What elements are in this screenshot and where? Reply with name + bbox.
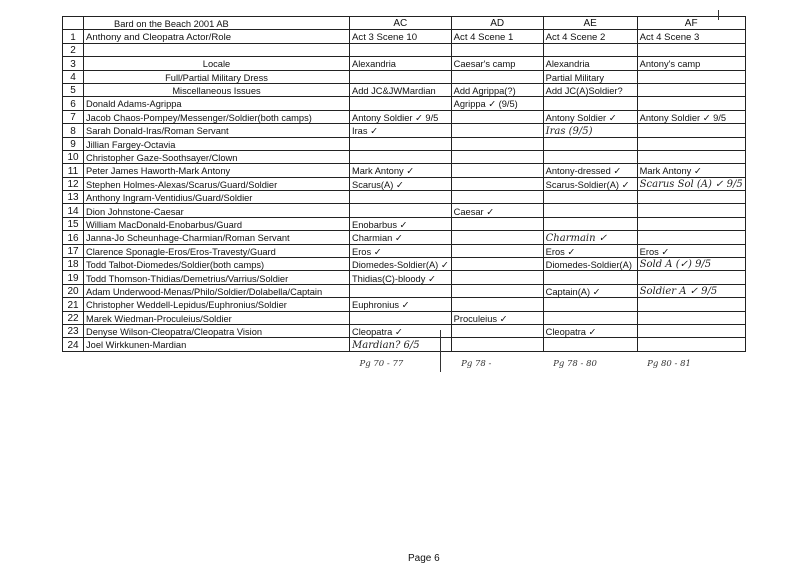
actor-role-cell: Miscellaneous Issues [84,83,350,96]
table-row [63,244,746,257]
scene-cell [350,97,452,110]
scene-cell: Cleopatra ✓ [543,324,637,337]
actor-role-cell: Todd Talbot-Diomedes/Soldier(both camps) [84,258,350,271]
sheet-title-cell: Bard on the Beach 2001 AB [84,17,350,30]
scene-cell [637,338,745,351]
scene-cell [451,150,543,163]
scene-cell [451,338,543,351]
blank-cell [84,351,350,368]
handwritten-divider-line [440,330,441,372]
scene-cell [543,150,637,163]
scene-cell [637,298,745,311]
actor-role-cell: Locale [84,57,350,70]
page-reference-note: Pg 80 - 81 [647,358,691,369]
actor-role-cell: Anthony and Cleopatra Actor/Role [84,30,350,43]
page-number: Page 6 [408,553,440,564]
scene-cell: Act 4 Scene 3 [637,30,745,43]
actor-role-cell: Peter James Haworth-Mark Antony [84,164,350,177]
blank-cell [63,351,84,368]
actor-role-cell: Clarence Sponagle-Eros/Eros-Travesty/Guard [84,244,350,257]
schedule-table [62,16,746,368]
scene-cell [451,231,543,244]
scene-cell [350,311,452,324]
table-row [63,57,746,70]
scene-cell: Antony Soldier ✓ 9/5 [350,110,452,123]
scene-cell [543,298,637,311]
scene-cell: Act 4 Scene 2 [543,30,637,43]
table-row [63,231,746,244]
page-ref-row [63,351,746,368]
scene-cell [451,258,543,271]
table-row [63,311,746,324]
row-number: 15 [63,217,84,230]
scene-cell: Mark Antony ✓ [637,164,745,177]
scene-cell [451,124,543,137]
scene-cell: Eros ✓ [543,244,637,257]
scene-cell [543,204,637,217]
table-row [63,97,746,110]
table-row [63,70,746,83]
row-number: 11 [63,164,84,177]
scene-cell: Add Agrippa(?) [451,83,543,96]
row-number: 21 [63,298,84,311]
scene-cell [350,204,452,217]
scene-cell: Scarus(A) ✓ [350,177,452,190]
table-row [63,191,746,204]
scene-cell: Proculeius ✓ [451,311,543,324]
scene-cell [543,217,637,230]
page-reference-note: Pg 70 - 77 [359,358,404,369]
scene-cell: Mark Antony ✓ [350,164,452,177]
table-row [63,324,746,337]
row-number: 2 [63,43,84,56]
row-number: 3 [63,57,84,70]
actor-role-cell: Full/Partial Military Dress [84,70,350,83]
table-row [63,298,746,311]
row-number: 22 [63,311,84,324]
table-row [63,217,746,230]
row-number: 6 [63,97,84,110]
scene-cell: Alexandria [350,57,452,70]
scene-cell: Iras (9/5) [543,124,637,137]
scene-cell [637,124,745,137]
scene-cell [543,271,637,284]
actor-role-cell: Donald Adams-Agrippa [84,97,350,110]
row-number: 24 [63,338,84,351]
row-number: 10 [63,150,84,163]
actor-role-cell: Dion Johnstone-Caesar [84,204,350,217]
scene-cell: Antony-dressed ✓ [543,164,637,177]
scene-cell [350,150,452,163]
scene-cell [637,204,745,217]
scene-cell [637,191,745,204]
table-row [63,83,746,96]
scene-cell [451,217,543,230]
actor-role-cell: Jacob Chaos-Pompey/Messenger/Soldier(both camps) [84,110,350,123]
scene-cell: Eros ✓ [637,244,745,257]
row-number: 23 [63,324,84,337]
scene-cell [350,284,452,297]
table-row [63,338,746,351]
scene-cell: Sold A (✓) 9/5 [637,258,745,271]
scene-cell: Iras ✓ [350,124,452,137]
table-row [63,110,746,123]
scene-cell: Act 3 Scene 10 [350,30,452,43]
scene-cell: Euphronius ✓ [350,298,452,311]
scene-cell [451,324,543,337]
column-header-ac: AC [350,17,452,30]
scene-cell: Soldier A ✓ 9/5 [637,284,745,297]
scene-cell [637,97,745,110]
scene-cell [350,137,452,150]
actor-role-cell: Christopher Gaze-Soothsayer/Clown [84,150,350,163]
row-number: 16 [63,231,84,244]
scene-cell [451,271,543,284]
scene-cell: Scarus-Soldier(A) ✓ [543,177,637,190]
actor-role-cell [84,43,350,56]
actor-role-cell: Denyse Wilson-Cleopatra/Cleopatra Vision [84,324,350,337]
scene-cell [451,164,543,177]
row-number: 17 [63,244,84,257]
scene-cell [637,70,745,83]
scene-cell [451,244,543,257]
row-number: 20 [63,284,84,297]
scene-cell: Add JC(A)Soldier? [543,83,637,96]
scene-cell [451,284,543,297]
row-number: 18 [63,258,84,271]
row-number: 13 [63,191,84,204]
row-number: 9 [63,137,84,150]
scene-cell [451,110,543,123]
scene-cell [451,191,543,204]
column-header-ae: AE [543,17,637,30]
scene-cell [543,137,637,150]
page-reference-note: Pg 78 - [461,358,492,369]
scene-cell: Scarus Sol (A) ✓ 9/5 [637,177,745,190]
scene-cell: Cleopatra ✓ [350,324,452,337]
column-header-ad: AD [451,17,543,30]
row-number: 7 [63,110,84,123]
table-row [63,258,746,271]
table-row [63,137,746,150]
corner-cell [63,17,84,30]
page-reference-note: Pg 78 - 80 [553,358,597,369]
table-row [63,43,746,56]
scene-cell [451,137,543,150]
scene-cell: Caesar's camp [451,57,543,70]
actor-role-cell: William MacDonald-Enobarbus/Guard [84,217,350,230]
table-row [63,164,746,177]
scene-cell [637,137,745,150]
scene-cell [350,70,452,83]
scene-cell [637,271,745,284]
actor-role-cell: Joel Wirkkunen-Mardian [84,338,350,351]
scene-cell: Thidias(C)-bloody ✓ [350,271,452,284]
row-number: 4 [63,70,84,83]
scene-cell [637,231,745,244]
scene-cell [637,217,745,230]
scene-cell: Partial Military [543,70,637,83]
actor-role-cell: Adam Underwood-Menas/Philo/Soldier/Dolabella/Captain [84,284,350,297]
scene-cell: Diomedes-Soldier(A) ✓ [350,258,452,271]
table-row [63,204,746,217]
scene-cell [350,43,452,56]
scene-cell [543,97,637,110]
actor-role-cell: Todd Thomson-Thidias/Demetrius/Varrius/Soldier [84,271,350,284]
scene-cell [543,43,637,56]
scene-cell: Charmain ✓ [543,231,637,244]
actor-role-cell: Anthony Ingram-Ventidius/Guard/Soldier [84,191,350,204]
scene-cell: Alexandria [543,57,637,70]
scene-cell: Captain(A) ✓ [543,284,637,297]
actor-role-cell: Sarah Donald-Iras/Roman Servant [84,124,350,137]
scene-cell [451,43,543,56]
scene-cell [543,191,637,204]
scene-cell: Antony Soldier ✓ 9/5 [637,110,745,123]
row-number: 5 [63,83,84,96]
scene-cell: Charmian ✓ [350,231,452,244]
scene-cell [637,83,745,96]
column-header-af: AF [637,17,745,30]
table-row [63,177,746,190]
actor-role-cell: Marek Wiedman-Proculeius/Soldier [84,311,350,324]
scene-cell: Diomedes-Soldier(A) [543,258,637,271]
scene-cell [451,70,543,83]
scene-cell: Mardian? 6/5 [350,338,452,351]
actor-role-cell: Christopher Weddell-Lepidus/Euphronius/Soldier [84,298,350,311]
scene-cell [451,177,543,190]
scene-cell: Enobarbus ✓ [350,217,452,230]
table-row [63,30,746,43]
scene-cell [637,324,745,337]
scene-cell: Agrippa ✓ (9/5) [451,97,543,110]
table-row [63,284,746,297]
table-row [63,271,746,284]
scene-cell [637,311,745,324]
scene-cell: Act 4 Scene 1 [451,30,543,43]
scene-cell [451,298,543,311]
actor-role-cell: Jillian Fargey-Octavia [84,137,350,150]
scene-cell: Add JC&JWMardian [350,83,452,96]
actor-role-cell: Janna-Jo Scheunhage-Charmian/Roman Servant [84,231,350,244]
scene-cell [350,191,452,204]
row-number: 12 [63,177,84,190]
scene-cell [637,150,745,163]
actor-role-cell: Stephen Holmes-Alexas/Scarus/Guard/Soldier [84,177,350,190]
scene-cell: Antony Soldier ✓ [543,110,637,123]
scene-cell [637,43,745,56]
scene-cell [543,338,637,351]
scene-cell: Antony's camp [637,57,745,70]
row-number: 19 [63,271,84,284]
header-row [63,17,746,30]
scene-cell: Caesar ✓ [451,204,543,217]
scene-cell [543,311,637,324]
scene-cell: Eros ✓ [350,244,452,257]
row-number: 1 [63,30,84,43]
edge-mark [718,10,719,20]
row-number: 8 [63,124,84,137]
table-row [63,150,746,163]
row-number: 14 [63,204,84,217]
table-row [63,124,746,137]
